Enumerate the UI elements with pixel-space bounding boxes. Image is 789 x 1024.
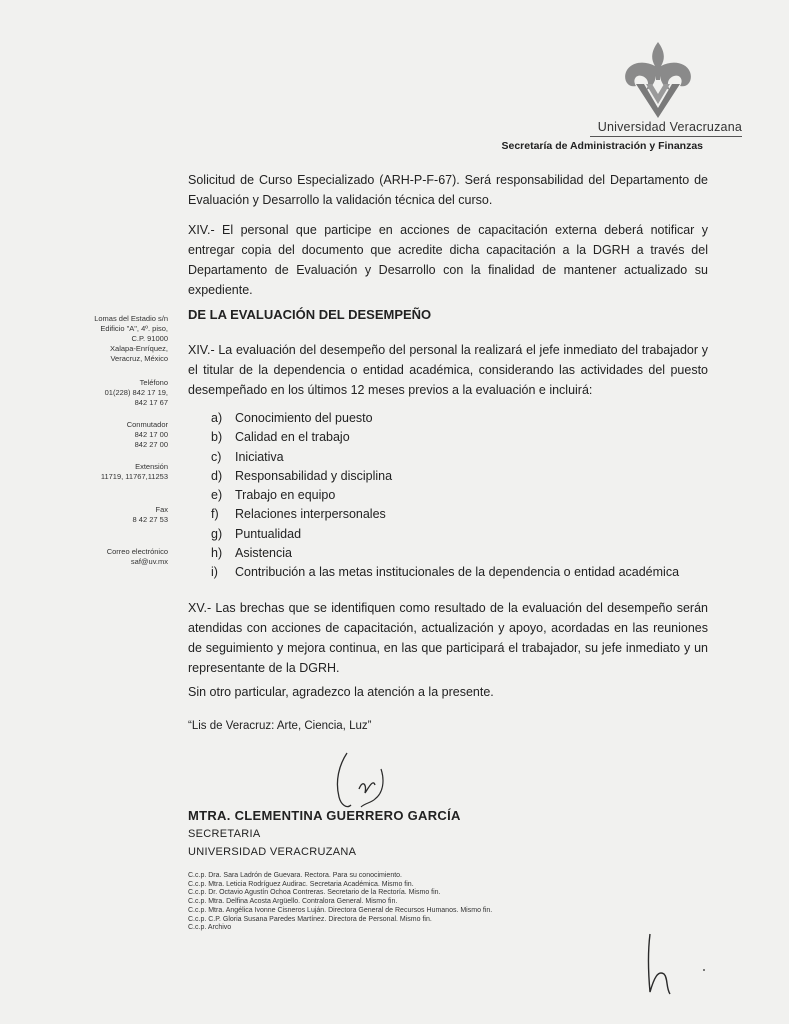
ccp-line: C.c.p. Archivo (188, 924, 232, 932)
ccp-line: C.c.p. Mtra. Angélica Ivonne Cisneros Luján. Directora General de Recursos Humanos. Mismo fin. (188, 906, 493, 914)
paragraph-xv-brechas: XV.- Las brechas que se identifiquen como resultado de la evaluación del desempeño serán atendidas con acciones de capacitación, actualización y apoyo, acordadas en las reuniones de seguimiento y mejora continua, en las que participará el trabajador, su jefe inmediato y un representante de la DGRH. (188, 601, 708, 675)
switchboard-label: Conmutador (126, 420, 168, 429)
item-text: Calidad en el trabajo (235, 430, 350, 445)
sidebar-email (40, 547, 168, 567)
item-text: Trabajo en equipo (235, 488, 336, 503)
list-item (211, 448, 679, 467)
switchboard-value: 842 27 00 (134, 440, 168, 449)
phone-label: Teléfono (139, 378, 168, 387)
address-line: Xalapa-Enríquez, (110, 344, 168, 353)
item-letter: i) (211, 565, 218, 580)
paragraph-xiv-evaluacion: XIV.- La evaluación del desempeño del personal la realizará el jefe inmediato del trabajador y el titular de la dependencia o entidad académica, considerando las actividades del puesto desempeñado en los últimos 12 meses previos a la evaluación e incluirá: (188, 343, 708, 397)
item-letter: g) (211, 526, 223, 541)
motto: “Lis de Veracruz: Arte, Ciencia, Luz” (188, 720, 372, 732)
extension-label: Extensión (135, 462, 168, 471)
ccp-line: C.c.p. C.P. Gloria Susana Paredes Martínez. Directora de Personal. Mismo fin. (188, 915, 432, 923)
sidebar-phone (40, 378, 168, 408)
signer-name: MTRA. CLEMENTINA GUERRERO GARCÍA (188, 808, 461, 823)
list-item (211, 409, 679, 428)
paragraph-curso: Solicitud de Curso Especializado (ARH-P-F-67). Será responsabilidad del Departamento de Evaluación y Desarrollo la validación técnica del curso. (188, 173, 708, 207)
university-name: Universidad Veracruzana (597, 120, 742, 134)
ccp-line: C.c.p. Dr. Octavio Agustín Ochoa Contreras. Secretario de la Rectoría. Mismo fin. (188, 889, 441, 897)
closing-line: Sin otro particular, agradezco la atención a la presente. (188, 685, 494, 699)
phone-value: 01(228) 842 17 19, (104, 388, 168, 397)
sidebar-switchboard (40, 420, 168, 450)
address-line: Veracruz, México (110, 354, 168, 363)
secretaria-title: Secretaría de Administración y Finanzas (501, 140, 703, 152)
email-value: saf@uv.mx (130, 557, 168, 566)
item-text: Relaciones interpersonales (235, 507, 386, 522)
ccp-line: C.c.p. Dra. Sara Ladrón de Guevara. Rectora. Para su conocimiento. (188, 872, 402, 879)
phone-value: 842 17 67 (134, 398, 168, 407)
list-item (211, 428, 679, 447)
list-item (211, 467, 679, 486)
fax-label: Fax (155, 505, 168, 514)
signer-role: SECRETARIA (188, 828, 261, 840)
item-text: Asistencia (235, 546, 292, 561)
item-text: Iniciativa (235, 449, 284, 464)
evaluation-criteria-list (211, 409, 679, 583)
ccp-line: C.c.p. Mtra. Leticia Rodríguez Audirac. Secretaria Académica. Mismo fin. (188, 880, 414, 888)
sidebar-address (40, 314, 168, 364)
header-divider (590, 136, 742, 137)
address-line: C.P. 91000 (131, 334, 168, 343)
item-text: Responsabilidad y disciplina (235, 468, 393, 483)
ccp-list (188, 872, 492, 933)
item-letter: d) (211, 468, 223, 483)
email-label: Correo electrónico (106, 547, 168, 556)
switchboard-value: 842 17 00 (134, 430, 168, 439)
item-text: Contribución a las metas institucionales de la dependencia o entidad académica (235, 565, 680, 580)
item-letter: f) (211, 507, 219, 522)
list-item (211, 505, 679, 524)
item-text: Puntualidad (235, 526, 302, 541)
list-item (211, 563, 679, 582)
list-item (211, 486, 679, 505)
sidebar-extension (40, 462, 168, 482)
item-letter: b) (211, 430, 223, 445)
signer-organization: UNIVERSIDAD VERACRUZANA (188, 846, 357, 858)
fax-value: 8 42 27 53 (132, 515, 168, 524)
extension-value: 11719, 11767,11253 (100, 472, 168, 481)
item-letter: e) (211, 488, 223, 503)
item-letter: a) (211, 411, 223, 425)
paragraph-xiv-capacitacion: XIV.- El personal que participe en acciones de capacitación externa deberá notificar y entregar copia del documento que acredite dicha capacitación a la DGRH a través del Departamento de Evaluación y Desarrollo con la finalidad de mantener actualizado su expediente. (188, 223, 708, 297)
item-letter: h) (211, 546, 223, 561)
list-item (211, 525, 679, 544)
handwritten-initial-icon (640, 930, 710, 1000)
item-text: Conocimiento del puesto (235, 411, 373, 425)
sidebar-fax (40, 505, 168, 525)
address-line: Edificio "A", 4º. piso, (100, 324, 168, 333)
item-letter: c) (211, 449, 222, 464)
address-line: Lomas del Estadio s/n (94, 314, 168, 323)
university-logo-icon (622, 40, 694, 120)
list-item (211, 544, 679, 563)
section-heading: DE LA EVALUACIÓN DEL DESEMPEÑO (188, 307, 432, 322)
ccp-line: C.c.p. Mtra. Delfina Acosta Argüello. Contralora General. Mismo fin. (188, 898, 398, 906)
